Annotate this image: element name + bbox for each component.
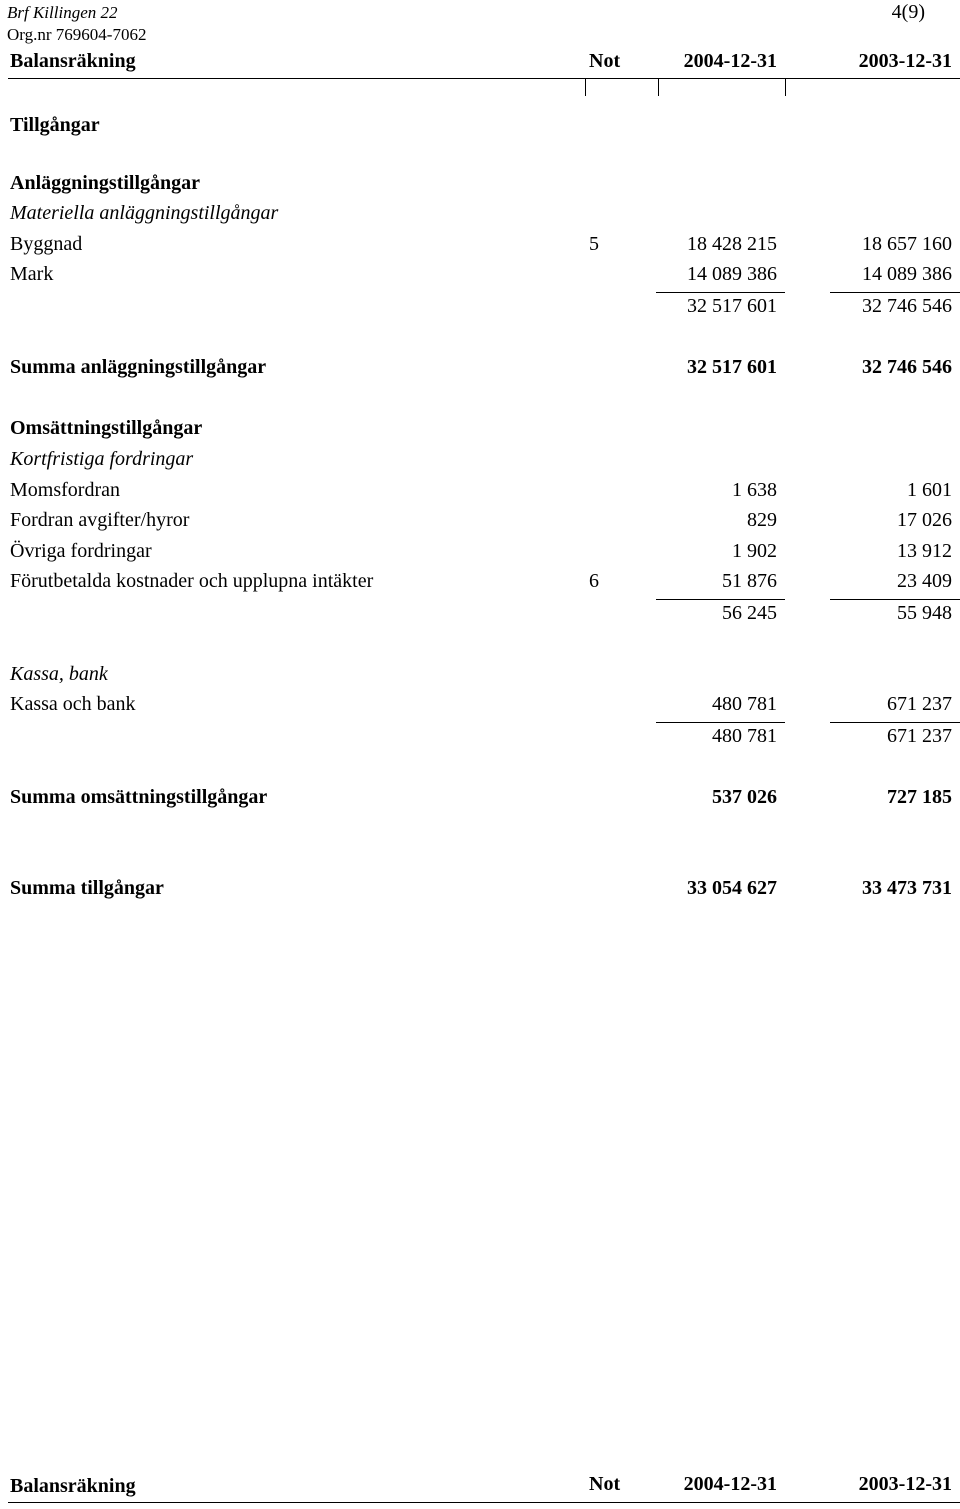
total-2003: 33 473 731: [862, 877, 952, 899]
page-title: Balansräkning: [10, 50, 136, 72]
header-tick-1: [585, 78, 586, 96]
row-value-2003: 13 912: [897, 540, 952, 562]
row-value-2003: 17 026: [897, 509, 952, 531]
sum-row: [0, 786, 960, 812]
row-value-2003: 1 601: [907, 479, 952, 501]
subtotal-2004: 56 245: [722, 602, 777, 624]
row-label: Byggnad: [10, 233, 83, 255]
subtotal-2003: 671 237: [887, 725, 952, 747]
sum-label: Summa omsättningstillgångar: [10, 786, 268, 808]
subgroup-heading: Materiella anläggningstillgångar: [10, 202, 279, 224]
row-value-2003: 14 089 386: [862, 263, 952, 285]
company-name: Brf Killingen 22: [7, 3, 118, 22]
row-value-2003: 671 237: [887, 693, 952, 715]
col-2003-header: 2003-12-31: [858, 50, 952, 72]
sum-2004: 32 517 601: [687, 356, 777, 378]
table-row: [0, 509, 960, 535]
table-row: [0, 263, 960, 289]
footer-col-2003: 2003-12-31: [858, 1473, 952, 1495]
table-row: [0, 570, 960, 596]
footer-title: Balansräkning: [10, 1475, 136, 1497]
footer-rule: [8, 1502, 960, 1503]
section-heading: Tillgångar: [10, 114, 100, 136]
subtotal-rule: [656, 292, 785, 293]
group-heading: Anläggningstillgångar: [10, 172, 201, 194]
sum-row: [0, 356, 960, 382]
group-heading: Omsättningstillgångar: [10, 417, 203, 439]
subtotal-row: [0, 725, 960, 751]
subtotal-rule: [656, 599, 785, 600]
row-label: Mark: [10, 263, 54, 285]
col-note-header: Not: [589, 50, 621, 72]
total-2004: 33 054 627: [687, 877, 777, 899]
row-value-2003: 23 409: [897, 570, 952, 592]
table-row: [0, 233, 960, 259]
subtotal-rule: [830, 599, 960, 600]
sum-2003: 727 185: [887, 786, 952, 808]
footer-col-note: Not: [589, 1473, 621, 1495]
row-value-2004: 480 781: [712, 693, 777, 715]
subtotal-row: [0, 295, 960, 321]
subtotal-row: [0, 602, 960, 628]
row-value-2004: 1 902: [732, 540, 777, 562]
sum-2003: 32 746 546: [862, 356, 952, 378]
sum-label: Summa anläggningstillgångar: [10, 356, 267, 378]
footer-col-2004: 2004-12-31: [683, 1473, 777, 1495]
row-label: Förutbetalda kostnader och upplupna intäkter: [10, 570, 374, 592]
row-label: Övriga fordringar: [10, 540, 152, 562]
row-label: Fordran avgifter/hyror: [10, 509, 190, 531]
subtotal-rule: [830, 722, 960, 723]
org-number: Org.nr 769604-7062: [7, 25, 147, 44]
table-row: [0, 479, 960, 505]
subtotal-rule: [830, 292, 960, 293]
table-row: [0, 693, 960, 719]
subgroup-heading: Kortfristiga fordringar: [10, 448, 194, 470]
row-note: 5: [589, 233, 599, 255]
table-row: [0, 540, 960, 566]
row-label: Kassa och bank: [10, 693, 136, 715]
subtotal-2004: 480 781: [712, 725, 777, 747]
row-note: 6: [589, 570, 599, 592]
header-tick-2: [658, 78, 659, 96]
col-2004-header: 2004-12-31: [683, 50, 777, 72]
page-number: 4(9): [891, 1, 925, 23]
subtotal-rule: [656, 722, 785, 723]
row-value-2004: 1 638: [732, 479, 777, 501]
row-value-2004: 829: [747, 509, 777, 531]
row-value-2004: 14 089 386: [687, 263, 777, 285]
subtotal-2004: 32 517 601: [687, 295, 777, 317]
row-value-2004: 18 428 215: [687, 233, 777, 255]
row-label: Momsfordran: [10, 479, 120, 501]
header-rule: [8, 78, 960, 79]
subtotal-2003: 55 948: [897, 602, 952, 624]
sum-2004: 537 026: [712, 786, 777, 808]
subtotal-2003: 32 746 546: [862, 295, 952, 317]
total-label: Summa tillgångar: [10, 877, 164, 899]
subgroup-heading: Kassa, bank: [10, 663, 108, 685]
row-value-2003: 18 657 160: [862, 233, 952, 255]
header-tick-3: [785, 78, 786, 96]
row-value-2004: 51 876: [722, 570, 777, 592]
total-row: [0, 877, 960, 903]
